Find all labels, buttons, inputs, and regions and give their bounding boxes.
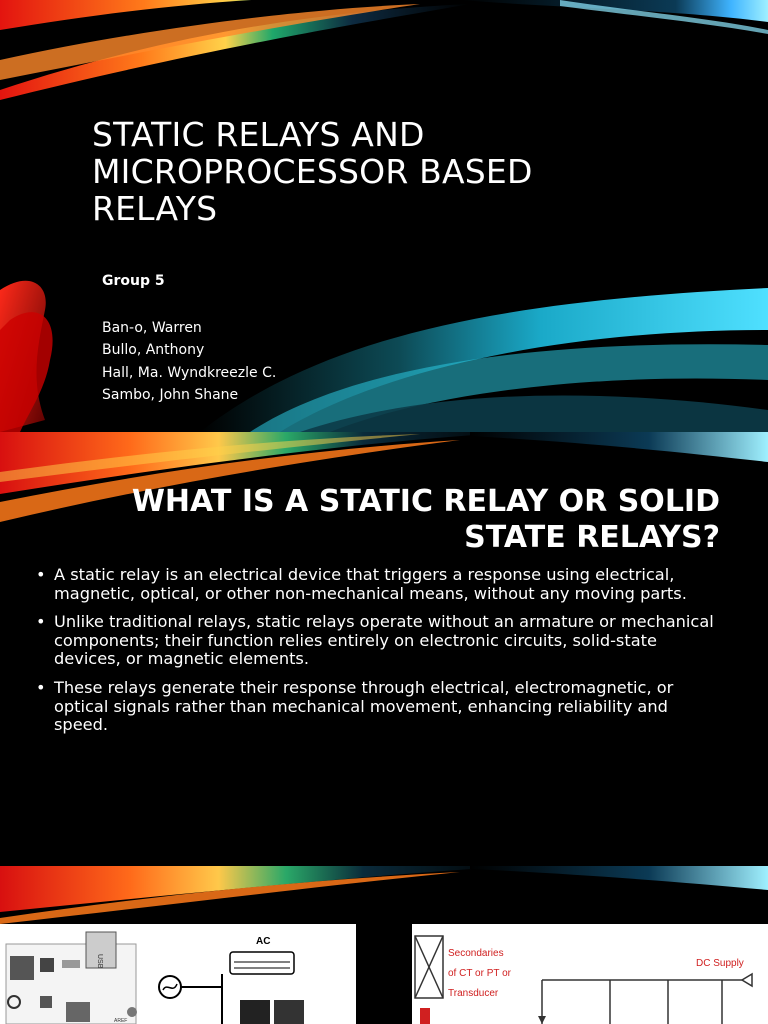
authors-block (102, 270, 276, 407)
secondaries-label: Secondaries (448, 948, 504, 959)
bullet-item: • These relays generate their response through electrical, electromagnetic, or optical signals rather than mechanical movement, enhancing reliability and speed. (36, 679, 726, 735)
title-slide (0, 0, 768, 432)
relay-block-diagram (412, 924, 768, 1024)
secondaries-label: of CT or PT or (448, 968, 511, 979)
diagram-slide (0, 866, 768, 1024)
swoosh-decoration (0, 866, 768, 926)
bullet-list (36, 566, 726, 745)
secondaries-label: Transducer (448, 988, 499, 999)
circuit-board-figure (0, 924, 356, 1024)
member-name: Sambo, John Shane (102, 387, 239, 403)
slide-title: WHAT IS A STATIC RELAY OR SOLID STATE RELAYS? (131, 484, 720, 555)
dc-supply-label: DC Supply (696, 958, 744, 969)
bullet-item: • Unlike traditional relays, static relays operate without an armature or mechanical components; their function relies entirely on electronic circuits, solid-state devices, or magnetic elements. (36, 613, 726, 669)
definition-slide (0, 432, 768, 866)
member-name: Hall, Ma. Wyndkreezle C. (102, 364, 277, 381)
member-name: Bullo, Anthony (102, 342, 205, 358)
member-name: Ban-o, Warren (102, 319, 202, 336)
group-label: Group 5 (102, 273, 165, 289)
usb-label: USB (96, 954, 103, 969)
page-title: STATIC RELAYS AND MICROPROCESSOR BASED RELAYS (92, 115, 533, 228)
aref-label: AREF (114, 1018, 128, 1024)
bullet-item: • A static relay is an electrical device that triggers a response using electrical, magnetic, optical, or other non-mechanical means, without any moving parts. (36, 566, 726, 603)
ac-label: AC (256, 936, 271, 947)
